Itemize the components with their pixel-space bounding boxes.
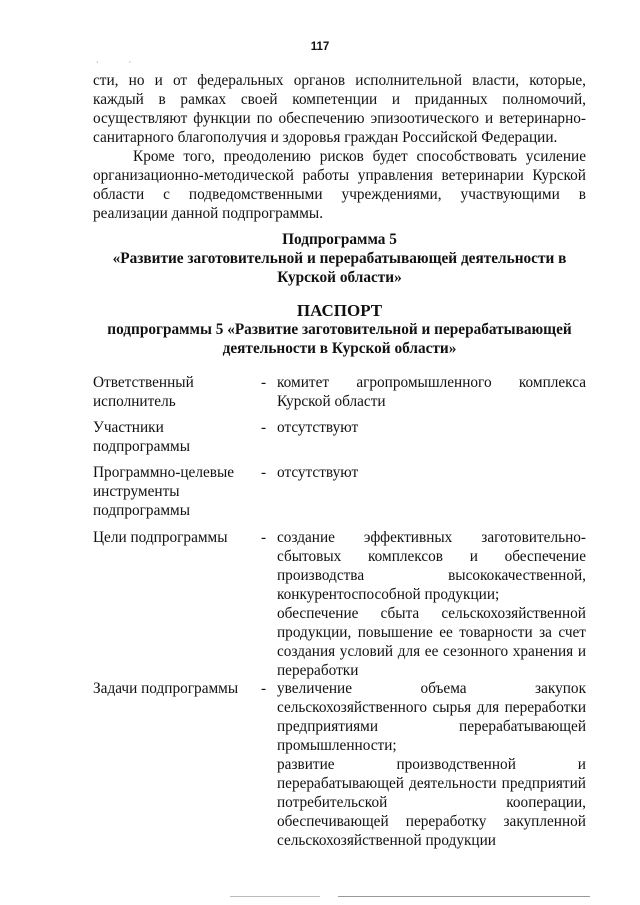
value-item: отсутствуют — [277, 464, 359, 481]
value-item: создание эффективных заготовительно-сбытовых комплексов и обеспечение производства высококачественной, конкурентоспособной продукции; — [277, 529, 586, 603]
paragraph: сти, но и от федеральных органов исполнительной власти, которые, каждый в рамках своей компетенции и приданных полномочий, осуществляют функции по обеспечению эпизоотического и ветеринарно-санитарного благополучия и здоровья граждан Российской Федерации. — [93, 72, 586, 146]
row-label: Участники подпрограммы — [93, 419, 191, 455]
passport-row-tasks — [93, 679, 586, 849]
row-label: Цели подпрограммы — [93, 529, 228, 546]
page-number: 117 — [310, 41, 330, 53]
passport-row-instruments — [93, 463, 586, 528]
passport-table — [93, 373, 586, 849]
intro-text — [93, 71, 586, 223]
value-item: обеспечение сбыта сельскохозяйственной продукции, повышение ее товарности за счет создания условий для ее сезонного хранения и переработки — [277, 605, 586, 679]
row-dash: - — [261, 464, 267, 481]
subprogram-title: Подпрограмма 5 — [282, 231, 397, 248]
value-item: комитет агропромышленного комплекса Курской области — [277, 374, 586, 410]
row-value — [277, 373, 586, 418]
passport-row-goals — [93, 528, 586, 679]
subprogram-name: «Развитие заготовительной и перерабатывающей деятельности в Курской области» — [112, 250, 567, 286]
row-dash: - — [261, 680, 267, 697]
paragraph: Кроме того, преодолению рисков будет способствовать усиление организационно-методической работы управления ветеринарии Курской области с подведомственными учреждениями, участвующими в реализации данной подпрограммы. — [93, 148, 586, 222]
row-value — [277, 679, 586, 849]
passport-row-participants — [93, 418, 586, 463]
row-dash: - — [261, 419, 267, 436]
row-dash: - — [261, 374, 267, 391]
footer-divider — [230, 896, 590, 897]
row-dash: - — [261, 529, 267, 546]
passport-row-responsible — [93, 373, 586, 418]
value-item: увеличение объема закупок сельскохозяйственного сырья для переработки предприятиями перерабатывающей промышленности; — [277, 680, 586, 754]
value-item: развитие производственной и перерабатывающей деятельности предприятий потребительской кооперации, обеспечивающей переработку закупленной сельскохозяйственной продукции — [277, 756, 586, 849]
passport-title: ПАСПОРТ — [296, 301, 383, 320]
row-value — [277, 418, 586, 463]
row-label: Ответственный исполнитель — [93, 374, 194, 410]
scan-artifact: · · — [96, 58, 146, 67]
passport-subtitle: подпрограммы 5 «Развитие заготовительной и перерабатывающей деятельности в Курской области» — [107, 321, 572, 357]
row-label: Задачи подпрограммы — [93, 680, 239, 697]
row-value — [277, 463, 586, 528]
row-label: Программно-целевые инструменты подпрограммы — [93, 464, 235, 519]
value-item: отсутствуют — [277, 419, 359, 436]
row-value — [277, 528, 586, 679]
